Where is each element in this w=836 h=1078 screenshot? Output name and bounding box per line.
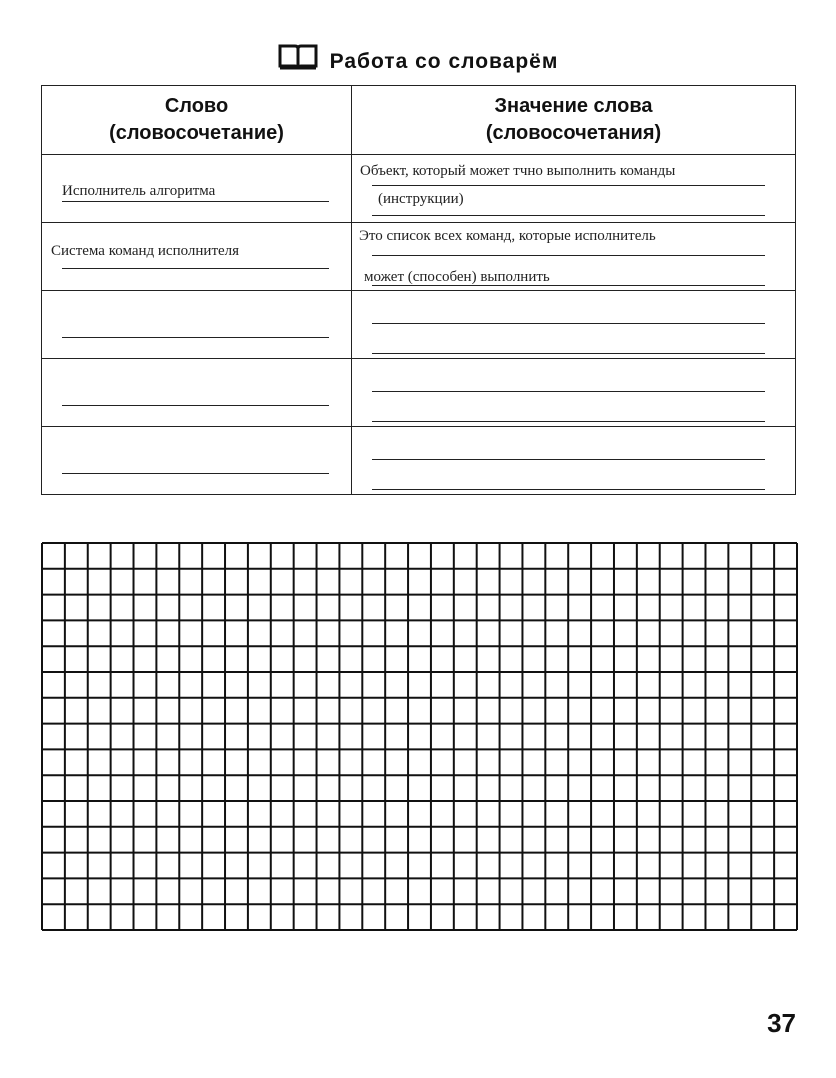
word-cell[interactable] bbox=[42, 291, 352, 359]
word-cell[interactable] bbox=[42, 359, 352, 427]
word-cell[interactable] bbox=[42, 155, 352, 223]
header-word-line: (словосочетание) bbox=[109, 122, 284, 144]
squared-grid bbox=[41, 542, 798, 932]
meaning-text: может (способен) выполнить bbox=[364, 269, 550, 285]
table-row bbox=[42, 155, 796, 223]
header-word-line: Слово bbox=[164, 95, 229, 117]
table-row bbox=[42, 291, 796, 359]
book-icon bbox=[278, 42, 318, 78]
header-word bbox=[42, 86, 352, 155]
meaning-cell[interactable] bbox=[352, 427, 796, 495]
meaning-text: Объект, который может тчно выполнить команды bbox=[360, 163, 676, 179]
word-text: Система команд исполнителя bbox=[51, 243, 240, 259]
word-text: Исполнитель алгоритма bbox=[62, 183, 216, 199]
table-row bbox=[42, 359, 796, 427]
meaning-cell[interactable] bbox=[352, 291, 796, 359]
section-title-text: Работа со словарём bbox=[329, 50, 559, 73]
meaning-text: Это список всех команд, которые исполнитель bbox=[359, 228, 656, 244]
dictionary-table bbox=[41, 85, 796, 495]
table-row bbox=[42, 223, 796, 291]
header-meaning bbox=[352, 86, 796, 155]
page-number: 37 bbox=[767, 1008, 796, 1038]
meaning-cell[interactable] bbox=[352, 223, 796, 291]
header-meaning-line: (словосочетания) bbox=[485, 122, 662, 144]
table-row bbox=[42, 427, 796, 495]
meaning-cell[interactable] bbox=[352, 155, 796, 223]
header-meaning-line: Значение слова bbox=[494, 95, 653, 117]
table-header-row bbox=[42, 86, 796, 155]
word-cell[interactable] bbox=[42, 223, 352, 291]
meaning-cell[interactable] bbox=[352, 359, 796, 427]
section-title bbox=[0, 42, 836, 78]
word-cell[interactable] bbox=[42, 427, 352, 495]
meaning-text: (инструкции) bbox=[378, 191, 464, 207]
